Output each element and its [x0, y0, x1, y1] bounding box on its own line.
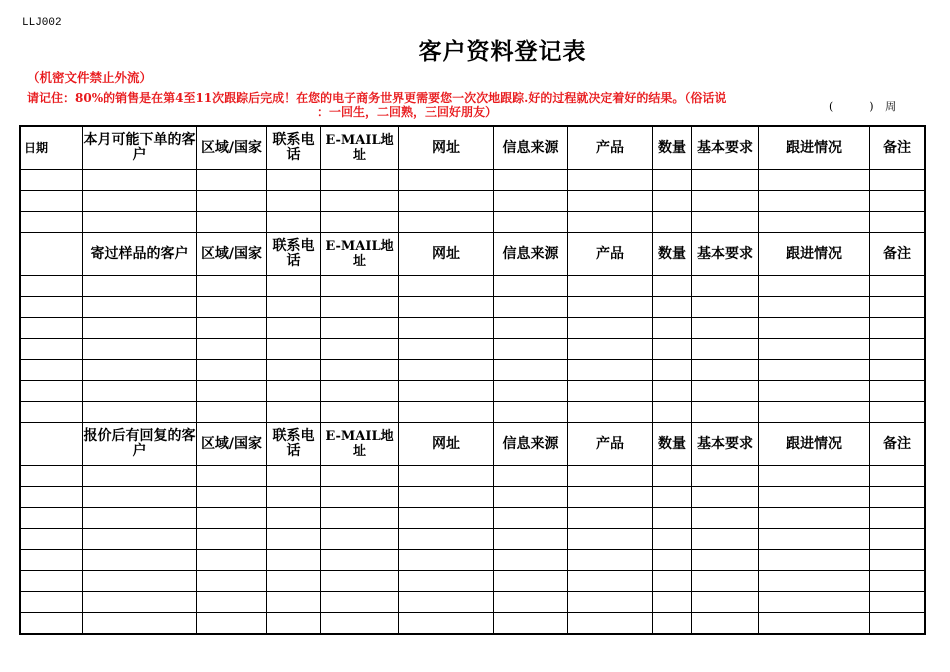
table-cell[interactable]: [83, 613, 197, 634]
table-cell[interactable]: [83, 508, 197, 529]
table-cell[interactable]: [870, 613, 925, 634]
table-row: [21, 170, 925, 191]
table-cell[interactable]: [568, 212, 653, 233]
table-cell[interactable]: [399, 550, 494, 571]
header-product: 产品: [568, 233, 653, 276]
table-cell[interactable]: [399, 592, 494, 613]
table-cell[interactable]: [21, 508, 83, 529]
table-cell[interactable]: [197, 276, 267, 297]
header-customer-type: 本月可能下单的客户: [83, 127, 197, 170]
header-date: 日期: [21, 127, 83, 170]
table-cell[interactable]: [321, 170, 399, 191]
header-requirements: 基本要求: [692, 127, 759, 170]
table-cell[interactable]: [653, 191, 692, 212]
header-customer-type: 报价后有回复的客户: [83, 423, 197, 466]
table-cell[interactable]: [494, 402, 568, 423]
table-row: [21, 466, 925, 487]
table-cell[interactable]: [197, 550, 267, 571]
table-cell[interactable]: [21, 276, 83, 297]
table-cell[interactable]: [870, 402, 925, 423]
table-cell[interactable]: [568, 339, 653, 360]
table-cell[interactable]: [321, 402, 399, 423]
table-cell[interactable]: [21, 297, 83, 318]
header-email: E-MAIL地址: [321, 233, 399, 276]
table-cell[interactable]: [399, 529, 494, 550]
table-cell[interactable]: [267, 592, 321, 613]
section-header-row: [21, 423, 925, 466]
table-cell[interactable]: [653, 170, 692, 191]
table-row: [21, 212, 925, 233]
header-phone: 联系电话: [267, 127, 321, 170]
table-cell[interactable]: [21, 191, 83, 212]
table-cell[interactable]: [568, 297, 653, 318]
table-cell[interactable]: [21, 212, 83, 233]
week-field: [829, 98, 896, 114]
table-cell[interactable]: [692, 613, 759, 634]
table-cell[interactable]: [197, 191, 267, 212]
table-cell[interactable]: [83, 402, 197, 423]
table-cell[interactable]: [21, 550, 83, 571]
table-cell[interactable]: [653, 508, 692, 529]
table-cell[interactable]: [83, 360, 197, 381]
table-cell[interactable]: [494, 170, 568, 191]
week-label: 周: [885, 100, 897, 113]
table-row: [21, 592, 925, 613]
table-cell[interactable]: [399, 487, 494, 508]
table-row: [21, 550, 925, 571]
table-cell[interactable]: [267, 318, 321, 339]
table-cell[interactable]: [494, 613, 568, 634]
table-cell[interactable]: [568, 318, 653, 339]
header-requirements: 基本要求: [692, 233, 759, 276]
table-cell[interactable]: [494, 508, 568, 529]
table-cell[interactable]: [399, 170, 494, 191]
table-cell[interactable]: [692, 297, 759, 318]
table-cell[interactable]: [759, 613, 870, 634]
table-cell[interactable]: [399, 466, 494, 487]
table-cell[interactable]: [267, 571, 321, 592]
header-source: 信息来源: [494, 423, 568, 466]
table-cell[interactable]: [21, 381, 83, 402]
header-region: 区域/国家: [197, 423, 267, 466]
table-cell[interactable]: [321, 613, 399, 634]
table-cell[interactable]: [399, 297, 494, 318]
table-cell[interactable]: [21, 318, 83, 339]
table-cell[interactable]: [759, 571, 870, 592]
table-cell[interactable]: [267, 276, 321, 297]
table-cell[interactable]: [197, 592, 267, 613]
table-cell[interactable]: [692, 550, 759, 571]
table-cell[interactable]: [494, 487, 568, 508]
table-cell[interactable]: [568, 592, 653, 613]
table-cell[interactable]: [692, 170, 759, 191]
table-cell[interactable]: [759, 360, 870, 381]
page-title: 客户资料登记表: [418, 38, 587, 65]
table-cell[interactable]: [21, 466, 83, 487]
table-row: [21, 276, 925, 297]
table-cell[interactable]: [653, 339, 692, 360]
table-cell[interactable]: [197, 381, 267, 402]
table-cell[interactable]: [21, 613, 83, 634]
table-cell[interactable]: [197, 487, 267, 508]
table-cell[interactable]: [692, 381, 759, 402]
table-cell[interactable]: [759, 466, 870, 487]
table-cell[interactable]: [653, 592, 692, 613]
table-cell[interactable]: [759, 487, 870, 508]
customer-register-table: [20, 126, 925, 634]
table-cell[interactable]: [568, 550, 653, 571]
table-cell[interactable]: [83, 592, 197, 613]
table-cell[interactable]: [870, 276, 925, 297]
table-cell[interactable]: [568, 529, 653, 550]
table-cell[interactable]: [83, 318, 197, 339]
table-cell[interactable]: [568, 508, 653, 529]
confidential-note: （机密文件禁止外流）: [27, 70, 153, 85]
table-row: [21, 360, 925, 381]
table-cell[interactable]: [692, 360, 759, 381]
table-cell[interactable]: [267, 191, 321, 212]
table-cell[interactable]: [399, 276, 494, 297]
table-row: [21, 339, 925, 360]
table-cell[interactable]: [568, 613, 653, 634]
table-cell[interactable]: [759, 508, 870, 529]
table-cell[interactable]: [83, 571, 197, 592]
header-requirements: 基本要求: [692, 423, 759, 466]
table-cell[interactable]: [870, 529, 925, 550]
table-cell[interactable]: [870, 466, 925, 487]
header-quantity: 数量: [653, 233, 692, 276]
table-cell[interactable]: [494, 466, 568, 487]
table-cell[interactable]: [568, 276, 653, 297]
table-cell[interactable]: [321, 529, 399, 550]
header-phone: 联系电话: [267, 233, 321, 276]
header-region: 区域/国家: [197, 233, 267, 276]
table-cell[interactable]: [267, 613, 321, 634]
table-cell[interactable]: [321, 360, 399, 381]
table-cell[interactable]: [321, 212, 399, 233]
table-cell[interactable]: [692, 191, 759, 212]
table-row: [21, 381, 925, 402]
table-cell[interactable]: [653, 529, 692, 550]
table-row: [21, 571, 925, 592]
table-cell[interactable]: [494, 318, 568, 339]
table-cell[interactable]: [399, 191, 494, 212]
table-cell[interactable]: [870, 339, 925, 360]
table-cell[interactable]: [870, 381, 925, 402]
table-cell[interactable]: [321, 297, 399, 318]
header-date-blank: [21, 233, 83, 276]
table-cell[interactable]: [267, 402, 321, 423]
table-cell[interactable]: [759, 318, 870, 339]
table-cell[interactable]: [653, 381, 692, 402]
table-cell[interactable]: [568, 191, 653, 212]
table-cell[interactable]: [870, 170, 925, 191]
table-cell[interactable]: [83, 276, 197, 297]
header-email: E-MAIL地址: [321, 423, 399, 466]
table-cell[interactable]: [197, 339, 267, 360]
table-cell[interactable]: [870, 212, 925, 233]
table-cell[interactable]: [870, 487, 925, 508]
table-cell[interactable]: [267, 529, 321, 550]
table-cell[interactable]: [494, 297, 568, 318]
table-cell[interactable]: [494, 550, 568, 571]
header-source: 信息来源: [494, 127, 568, 170]
table-cell[interactable]: [759, 592, 870, 613]
table-cell[interactable]: [321, 466, 399, 487]
header-website: 网址: [399, 233, 494, 276]
table-cell[interactable]: [759, 212, 870, 233]
table-cell[interactable]: [692, 212, 759, 233]
header-quantity: 数量: [653, 423, 692, 466]
header-product: 产品: [568, 423, 653, 466]
table-cell[interactable]: [653, 318, 692, 339]
reminder-line-2: ：一回生，二回熟，三回好朋友）: [317, 105, 498, 119]
table-cell[interactable]: [21, 339, 83, 360]
table-cell[interactable]: [653, 360, 692, 381]
table-cell[interactable]: [197, 402, 267, 423]
table-cell[interactable]: [692, 402, 759, 423]
header-website: 网址: [399, 127, 494, 170]
header-customer-type: 寄过样品的客户: [83, 233, 197, 276]
table-row: [21, 318, 925, 339]
table-cell[interactable]: [568, 170, 653, 191]
table-cell[interactable]: [653, 613, 692, 634]
table-cell[interactable]: [321, 508, 399, 529]
table-cell[interactable]: [870, 360, 925, 381]
table-cell[interactable]: [759, 170, 870, 191]
table-cell[interactable]: [399, 613, 494, 634]
table-cell[interactable]: [653, 402, 692, 423]
table-cell[interactable]: [692, 508, 759, 529]
table-row: [21, 402, 925, 423]
table-cell[interactable]: [759, 339, 870, 360]
table-cell[interactable]: [83, 339, 197, 360]
table-cell[interactable]: [83, 191, 197, 212]
table-cell[interactable]: [870, 571, 925, 592]
table-cell[interactable]: [399, 360, 494, 381]
table-cell[interactable]: [197, 508, 267, 529]
table-cell[interactable]: [568, 571, 653, 592]
table-cell[interactable]: [21, 571, 83, 592]
table-cell[interactable]: [399, 571, 494, 592]
table-cell[interactable]: [870, 508, 925, 529]
header-quantity: 数量: [653, 127, 692, 170]
table-cell[interactable]: [399, 508, 494, 529]
table-cell[interactable]: [197, 466, 267, 487]
table-cell[interactable]: [692, 339, 759, 360]
table-row: [21, 508, 925, 529]
table-row: [21, 191, 925, 212]
table-cell[interactable]: [653, 212, 692, 233]
header-website: 网址: [399, 423, 494, 466]
table-cell[interactable]: [692, 318, 759, 339]
table-cell[interactable]: [653, 466, 692, 487]
table-row: [21, 297, 925, 318]
reminder-line-1: 请记住：80%的销售是在第4至11次跟踪后完成！在您的电子商务世界更需要您一次次地跟踪.好的过程就决定着好的结果。（俗话说: [27, 91, 727, 105]
table-cell[interactable]: [21, 487, 83, 508]
table-cell[interactable]: [321, 339, 399, 360]
header-source: 信息来源: [494, 233, 568, 276]
table-cell[interactable]: [267, 487, 321, 508]
form-code: LLJ002: [22, 17, 62, 29]
table-cell[interactable]: [399, 339, 494, 360]
sales-reminder: [27, 91, 827, 119]
table-cell[interactable]: [321, 571, 399, 592]
table-cell[interactable]: [21, 170, 83, 191]
header-phone: 联系电话: [267, 423, 321, 466]
table-cell[interactable]: [321, 191, 399, 212]
table-cell[interactable]: [759, 191, 870, 212]
table-row: [21, 613, 925, 634]
table-cell[interactable]: [83, 466, 197, 487]
table-cell[interactable]: [568, 381, 653, 402]
table-cell[interactable]: [494, 592, 568, 613]
table-cell[interactable]: [759, 297, 870, 318]
table-cell[interactable]: [197, 212, 267, 233]
table-cell[interactable]: [494, 212, 568, 233]
week-close-paren: ): [869, 100, 874, 113]
table-cell[interactable]: [653, 550, 692, 571]
header-product: 产品: [568, 127, 653, 170]
table-cell[interactable]: [21, 529, 83, 550]
table-cell[interactable]: [321, 276, 399, 297]
table-cell[interactable]: [197, 318, 267, 339]
header-remarks: 备注: [870, 127, 925, 170]
table-cell[interactable]: [197, 571, 267, 592]
table-cell[interactable]: [321, 381, 399, 402]
table-cell[interactable]: [197, 360, 267, 381]
table-cell[interactable]: [653, 487, 692, 508]
header-email: E-MAIL地址: [321, 127, 399, 170]
table-cell[interactable]: [267, 339, 321, 360]
header-followup: 跟进情况: [759, 423, 870, 466]
table-cell[interactable]: [267, 212, 321, 233]
table-cell[interactable]: [568, 360, 653, 381]
table-cell[interactable]: [870, 550, 925, 571]
table-cell[interactable]: [568, 466, 653, 487]
table-cell[interactable]: [399, 381, 494, 402]
table-cell[interactable]: [653, 571, 692, 592]
table-cell[interactable]: [83, 297, 197, 318]
table-cell[interactable]: [494, 276, 568, 297]
table-cell[interactable]: [321, 592, 399, 613]
table-cell[interactable]: [494, 529, 568, 550]
table-cell[interactable]: [759, 402, 870, 423]
table-cell[interactable]: [870, 297, 925, 318]
table-cell[interactable]: [267, 508, 321, 529]
week-open-paren: (: [829, 100, 834, 113]
table-row: [21, 529, 925, 550]
table-cell[interactable]: [399, 318, 494, 339]
table-cell[interactable]: [653, 276, 692, 297]
header-region: 区域/国家: [197, 127, 267, 170]
table-cell[interactable]: [399, 212, 494, 233]
table-cell[interactable]: [399, 402, 494, 423]
table-cell[interactable]: [759, 381, 870, 402]
table-cell[interactable]: [83, 212, 197, 233]
table-cell[interactable]: [267, 466, 321, 487]
table-cell[interactable]: [197, 529, 267, 550]
table-cell[interactable]: [197, 170, 267, 191]
table-cell[interactable]: [83, 529, 197, 550]
table-cell[interactable]: [759, 529, 870, 550]
table-cell[interactable]: [83, 170, 197, 191]
table-cell[interactable]: [21, 592, 83, 613]
table-cell[interactable]: [83, 550, 197, 571]
table-cell[interactable]: [692, 466, 759, 487]
table-cell[interactable]: [692, 592, 759, 613]
table-row: [21, 487, 925, 508]
table-cell[interactable]: [568, 487, 653, 508]
table-cell[interactable]: [267, 381, 321, 402]
table-cell[interactable]: [267, 170, 321, 191]
table-cell[interactable]: [21, 360, 83, 381]
table-cell[interactable]: [759, 550, 870, 571]
table-cell[interactable]: [759, 276, 870, 297]
header-remarks: 备注: [870, 423, 925, 466]
table-cell[interactable]: [692, 529, 759, 550]
table-cell[interactable]: [494, 191, 568, 212]
table-cell[interactable]: [494, 339, 568, 360]
table-cell[interactable]: [494, 571, 568, 592]
table-cell[interactable]: [197, 613, 267, 634]
table-cell[interactable]: [21, 402, 83, 423]
table-cell[interactable]: [870, 592, 925, 613]
table-cell[interactable]: [321, 487, 399, 508]
table-cell[interactable]: [197, 297, 267, 318]
section-header-row: [21, 127, 925, 170]
table-cell[interactable]: [494, 360, 568, 381]
table-cell[interactable]: [692, 487, 759, 508]
table-cell[interactable]: [870, 318, 925, 339]
table-cell[interactable]: [267, 550, 321, 571]
table-cell[interactable]: [267, 297, 321, 318]
table-cell[interactable]: [267, 360, 321, 381]
table-cell[interactable]: [321, 550, 399, 571]
header-remarks: 备注: [870, 233, 925, 276]
section-header-row: [21, 233, 925, 276]
table-cell[interactable]: [692, 571, 759, 592]
table-cell[interactable]: [870, 191, 925, 212]
table-cell[interactable]: [692, 276, 759, 297]
table-cell[interactable]: [568, 402, 653, 423]
table-cell[interactable]: [83, 487, 197, 508]
table-cell[interactable]: [321, 318, 399, 339]
header-followup: 跟进情况: [759, 127, 870, 170]
table-cell[interactable]: [653, 297, 692, 318]
header-date-blank: [21, 423, 83, 466]
table-cell[interactable]: [83, 381, 197, 402]
header-followup: 跟进情况: [759, 233, 870, 276]
table-cell[interactable]: [494, 381, 568, 402]
